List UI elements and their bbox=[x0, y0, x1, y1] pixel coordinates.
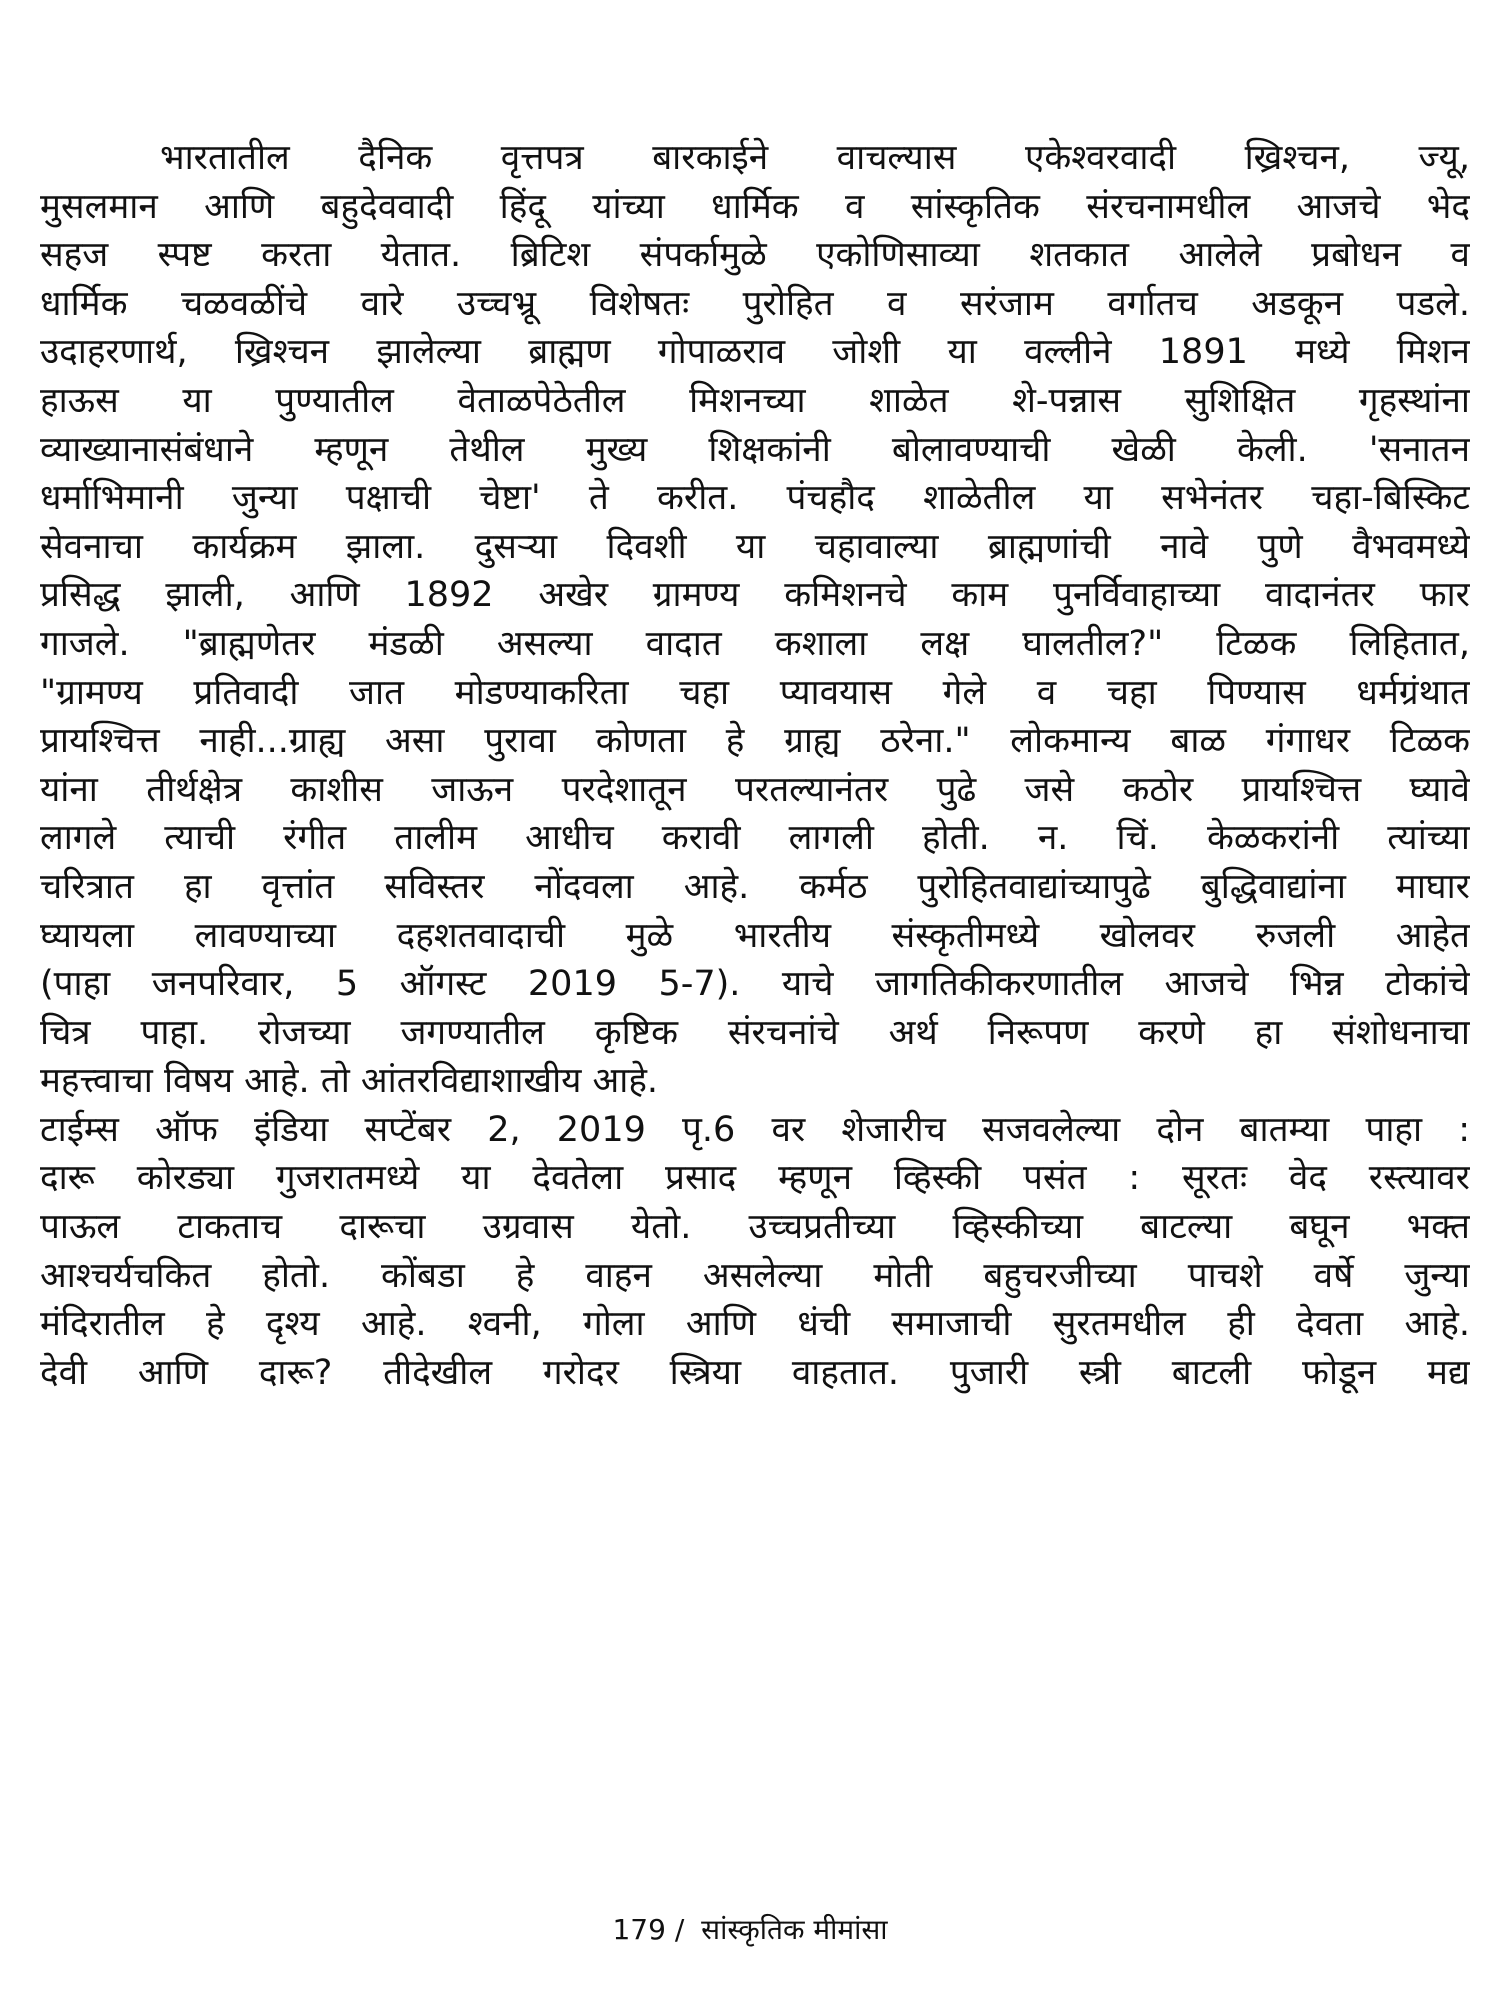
text-line: सेवनाचा कार्यक्रम झाला. दुसऱ्या दिवशी या चहावाल्या ब्राह्मणांची नावे पुणे वैभवमध्ये bbox=[40, 526, 1470, 567]
text-line: "ग्रामण्य प्रतिवादी जात मोडण्याकरिता चहा प्यावयास गेले व चहा पिण्यास धर्मग्रंथात bbox=[40, 672, 1470, 713]
text-line: सहज स्पष्ट करता येतात. ब्रिटिश संपर्कामुळे एकोणिसाव्या शतकात आलेले प्रबोधन व bbox=[40, 235, 1470, 276]
text-line: यांना तीर्थक्षेत्र काशीस जाऊन परदेशातून परतल्यानंतर पुढे जसे कठोर प्रायश्चित्त घ्यावे bbox=[40, 769, 1470, 810]
page-footer bbox=[0, 1910, 1500, 1948]
page-number: 179 / bbox=[612, 1913, 685, 1946]
text-line: दारू कोरड्या गुजरातमध्ये या देवतेला प्रसाद म्हणून व्हिस्की पसंत : सूरतः वेद रस्त्यावर bbox=[40, 1158, 1470, 1199]
text-line: पाऊल टाकताच दारूचा उग्रवास येतो. उच्चप्रतीच्या व्हिस्कीच्या बाटल्या बघून भक्त bbox=[40, 1207, 1470, 1248]
text-line: चित्र पाहा. रोजच्या जगण्यातील कृष्टिक संरचनांचे अर्थ निरूपण करणे हा संशोधनाचा bbox=[40, 1012, 1470, 1053]
text-line: भारतातील दैनिक वृत्तपत्र बारकाईने वाचल्यास एकेश्वरवादी ख्रिश्चन, ज्यू, bbox=[160, 138, 1470, 178]
text-line: प्रसिद्ध झाली, आणि 1892 अखेर ग्रामण्य कमिशनचे काम पुनर्विवाहाच्या वादानंतर फार bbox=[40, 575, 1470, 616]
text-line: धर्माभिमानी जुन्या पक्षाची चेष्टा' ते करीत. पंचहौद शाळेतील या सभेनंतर चहा-बिस्किट bbox=[40, 478, 1470, 519]
text-line: घ्यायला लावण्याच्या दहशतवादाची मुळे भारतीय संस्कृतीमध्ये खोलवर रुजली आहेत bbox=[40, 915, 1470, 956]
body-text bbox=[40, 134, 1470, 1397]
text-line: गाजले. "ब्राह्मणेतर मंडळी असल्या वादात कशाला लक्ष घालतील?" टिळक लिहितात, bbox=[40, 623, 1470, 664]
text-line: लागले त्याची रंगीत तालीम आधीच करावी लागली होती. न. चिं. केळकरांनी त्यांच्या bbox=[40, 818, 1470, 859]
text-line: उदाहरणार्थ, ख्रिश्चन झालेल्या ब्राह्मण गोपाळराव जोशी या वल्लीने 1891 मध्ये मिशन bbox=[40, 332, 1470, 373]
text-line: चरित्रात हा वृत्तांत सविस्तर नोंदवला आहे. कर्मठ पुरोहितवाद्यांच्यापुढे बुद्धिवाद्यांना माघार bbox=[40, 866, 1470, 907]
text-line: (पाहा जनपरिवार, 5 ऑगस्ट 2019 5-7). याचे जागतिकीकरणातील आजचे भिन्न टोकांचे bbox=[40, 964, 1470, 1005]
text-line: देवी आणि दारू? तीदेखील गरोदर स्त्रिया वाहतात. पुजारी स्त्री बाटली फोडून मद्य bbox=[40, 1352, 1470, 1393]
text-line: हाऊस या पुण्यातील वेताळपेठेतील मिशनच्या शाळेत शे-पन्नास सुशिक्षित गृहस्थांना bbox=[40, 380, 1470, 421]
text-line: व्याख्यानासंबंधाने म्हणून तेथील मुख्य शिक्षकांनी बोलावण्याची खेळी केली. 'सनातन bbox=[40, 429, 1470, 470]
text-line: टाईम्स ऑफ इंडिया सप्टेंबर 2, 2019 पृ.6 वर शेजारीच सजवलेल्या दोन बातम्या पाहा : bbox=[40, 1109, 1470, 1150]
book-title: सांस्कृतिक मीमांसा bbox=[701, 1913, 888, 1946]
text-line: महत्त्वाचा विषय आहे. तो आंतरविद्याशाखीय आहे. bbox=[40, 1061, 659, 1102]
text-line: आश्चर्यचकित होतो. कोंबडा हे वाहन असलेल्या मोती बहुचरजीच्या पाचशे वर्षे जुन्या bbox=[40, 1255, 1470, 1296]
text-line: धार्मिक चळवळींचे वारे उच्चभ्रू विशेषतः पुरोहित व सरंजाम वर्गातच अडकून पडले. bbox=[40, 283, 1470, 324]
text-line: मंदिरातील हे दृश्य आहे. श्वनी, गोला आणि धंची समाजाची सुरतमधील ही देवता आहे. bbox=[40, 1304, 1470, 1345]
text-line: प्रायश्चित्त नाही...ग्राह्य असा पुरावा कोणता हे ग्राह्य ठरेना." लोकमान्य बाळ गंगाधर टिळक bbox=[40, 721, 1470, 762]
text-line: मुसलमान आणि बहुदेववादी हिंदू यांच्या धार्मिक व सांस्कृतिक संरचनामधील आजचे भेद bbox=[40, 186, 1470, 227]
